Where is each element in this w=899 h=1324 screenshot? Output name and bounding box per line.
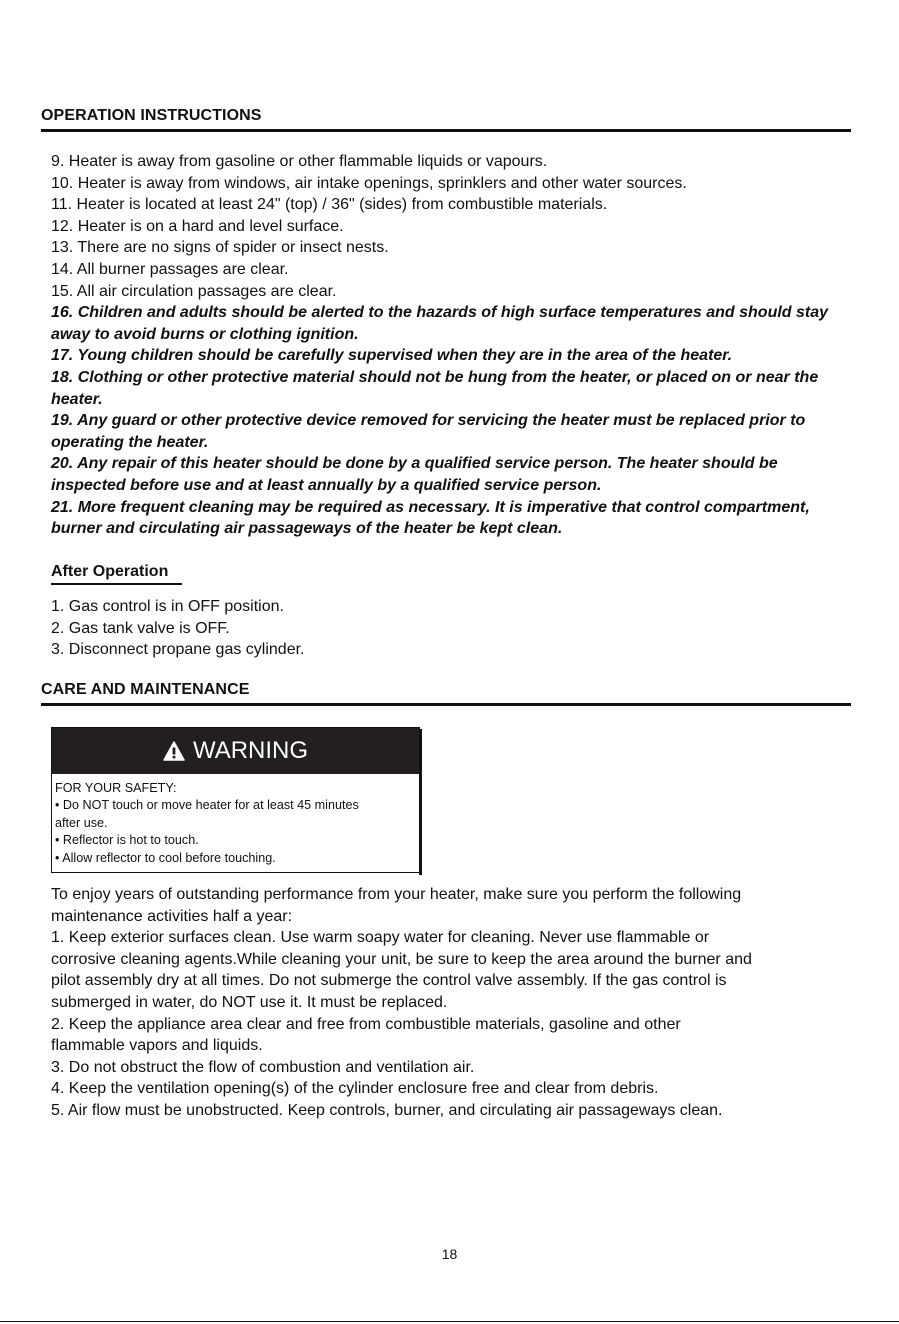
list-item: 9. Heater is away from gasoline or other flammable liquids or vapours. (51, 153, 548, 170)
text-line: pilot assembly dry at all times. Do not submerge the control valve assembly. If the gas control is (51, 972, 727, 990)
text-line: 2. Keep the appliance area clear and free from combustible materials, gasoline and other (51, 1015, 681, 1033)
text-line: To enjoy years of outstanding performance from your heater, make sure you perform the following (51, 886, 742, 903)
care-paragraph (51, 884, 851, 1122)
text-line: maintenance activities half a year: (51, 907, 293, 925)
text-line: 5. Air flow must be unobstructed. Keep controls, burner, and circulating air passageways clean. (51, 1101, 723, 1119)
subheading-after-operation: After Operation (51, 563, 169, 580)
warning-header (52, 728, 419, 774)
section-title-operation: OPERATION INSTRUCTIONS (41, 107, 262, 124)
list-item: 1. Gas control is in OFF position. (51, 598, 284, 615)
warning-list-item: 19. Any guard or other protective device removed for servicing the heater must be replaced prior to operating the heater. (51, 412, 806, 451)
page-number: 18 (441, 1246, 458, 1262)
warning-list-item: 20. Any repair of this heater should be done by a qualified service person. The heater should be inspected before use and at least annually by a qualified service person. (51, 455, 778, 494)
text-line: flammable vapors and liquids. (51, 1037, 263, 1055)
text-line: submerged in water, do NOT use it. It must be replaced. (51, 993, 448, 1011)
list-item: 14. All burner passages are clear. (51, 260, 289, 278)
text-line: corrosive cleaning agents.While cleaning your unit, be sure to keep the area around the burner and (51, 950, 752, 968)
list-item: 13. There are no signs of spider or insect nests. (51, 239, 389, 257)
section-rule (41, 703, 851, 706)
warning-line: after use. (55, 815, 108, 830)
list-item: 2. Gas tank valve is OFF. (51, 619, 230, 637)
list-item: 10. Heater is away from windows, air intake openings, sprinklers and other water sources. (51, 174, 687, 192)
warning-line: • Do NOT touch or move heater for at least 45 minutes (55, 798, 359, 813)
text-line: 4. Keep the ventilation opening(s) of the cylinder enclosure free and clear from debris. (51, 1080, 659, 1098)
warning-box (51, 727, 420, 873)
warning-body (55, 780, 359, 867)
operation-list (51, 151, 851, 540)
section-rule (41, 129, 851, 132)
list-item: 15. All air circulation passages are clear. (51, 282, 337, 300)
warning-line: • Reflector is hot to touch. (55, 833, 199, 848)
bottom-rule (0, 1321, 899, 1322)
subheading-rule (51, 583, 182, 585)
warning-list-item: 16. Children and adults should be alerted to the hazards of high surface temperatures and should stay away to avoid burns or clothing ignition. (51, 304, 829, 343)
section-title-care: CARE AND MAINTENANCE (41, 681, 250, 698)
warning-line: FOR YOUR SAFETY: (55, 781, 177, 795)
text-line: 1. Keep exterior surfaces clean. Use warm soapy water for cleaning. Never use flammable or (51, 929, 710, 947)
after-operation-list (51, 596, 851, 661)
list-item: 3. Disconnect propane gas cylinder. (51, 641, 305, 659)
text-line: 3. Do not obstruct the flow of combustion and ventilation air. (51, 1058, 475, 1076)
warning-list-item: 17. Young children should be carefully supervised when they are in the area of the heater. (51, 347, 733, 365)
warning-triangle-icon (163, 741, 185, 761)
warning-line: • Allow reflector to cool before touching. (55, 850, 276, 865)
warning-list-item: 18. Clothing or other protective material should not be hung from the heater, or placed on or near the heater. (51, 368, 819, 408)
list-item: 12. Heater is on a hard and level surface. (51, 217, 344, 235)
warning-list-item: 21. More frequent cleaning may be required as necessary. It is imperative that control compartment, burner and circulating air passageways of the heater be kept clean. (51, 498, 810, 538)
warning-heading: WARNING (192, 737, 309, 764)
list-item: 11. Heater is located at least 24" (top) / 36" (sides) from combustible materials. (51, 196, 608, 214)
